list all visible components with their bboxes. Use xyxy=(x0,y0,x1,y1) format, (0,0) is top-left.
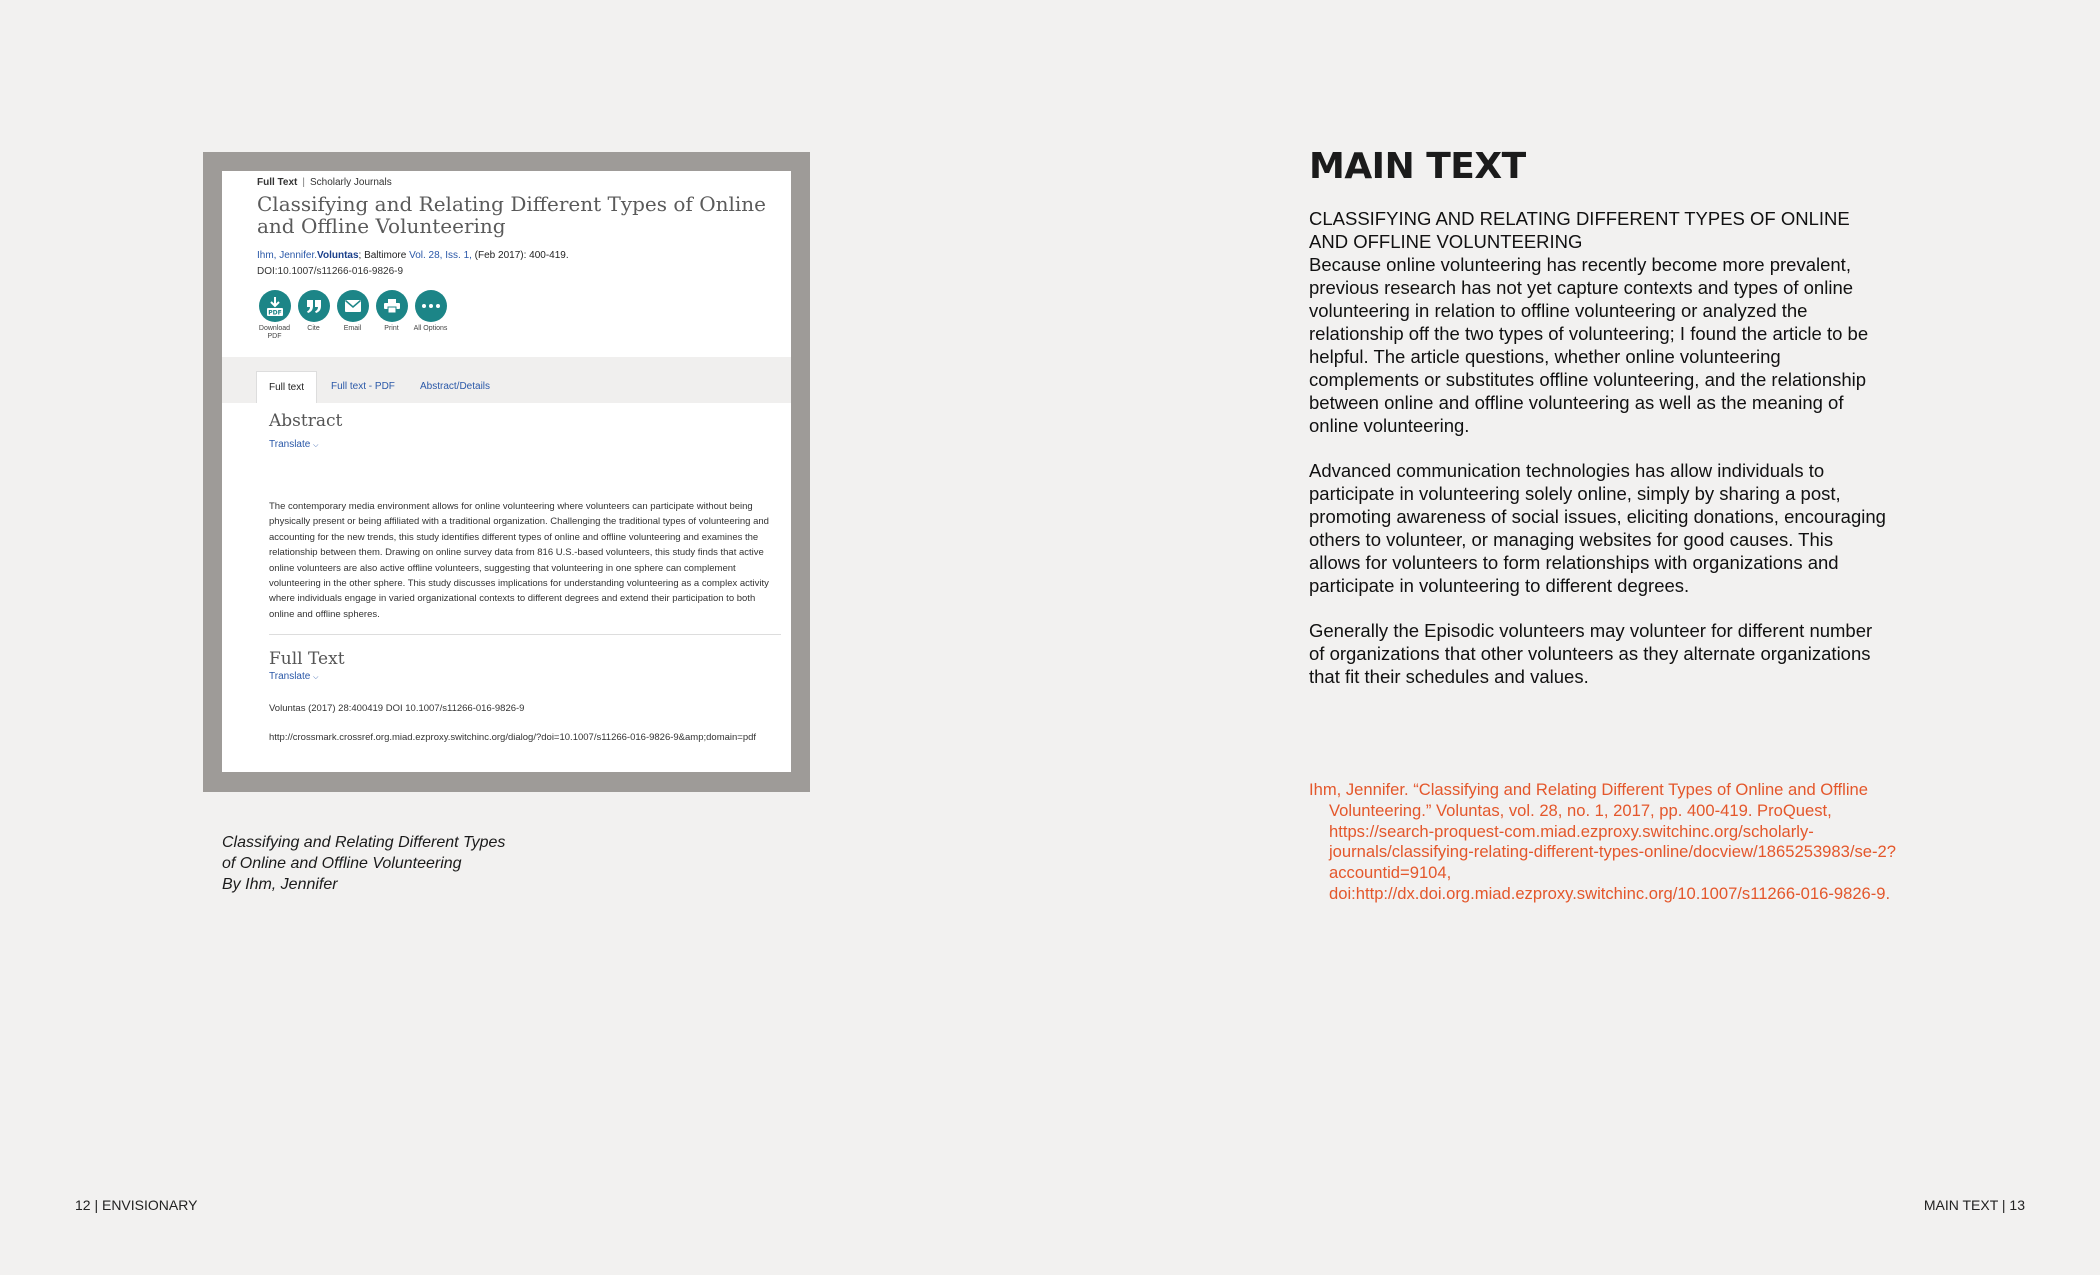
fulltext-crossmark-link[interactable]: http://crossmark.crossref.org.miad.ezproxy.switchinc.org/dialog/?doi=10.1007/s11266-016-9826-9&amp;domain=pdf xyxy=(269,732,757,743)
citation: Ihm, Jennifer. “Classifying and Relating Different Types of Online and Offline Volunteering.” Voluntas, vol. 28, no. 1, 2017, pp. 400-419. ProQuest, https://search-proquest-com.miad.ezproxy.switchinc.org/scholarly-journals/classifying-relating-different-types-online/docview/1865253983/se-2?accountid=9104, doi:http://dx.doi.org.miad.ezproxy.switchinc.org/10.1007/s11266-016-9826-9. xyxy=(1309,780,1896,903)
all-options-button[interactable] xyxy=(411,290,450,341)
download-pdf-label: Download PDF xyxy=(258,325,291,340)
print-label: Print xyxy=(384,325,399,332)
article-screenshot xyxy=(222,171,791,772)
kicker-full-text: Full Text xyxy=(257,177,298,188)
abstract-text: The contemporary media environment allows for online volunteering where volunteers can participate without being physically present or being affiliated with a traditional organization. Challenging the traditional types of volunteering and accounting for the new trends, this study identifies different types of online and offline volunteering and examines the relationship between them. Drawing on online survey data from 816 U.S.-based volunteers, this study finds that active online volunteers are also active offline volunteers, suggesting that volunteering in one sphere can complement volunteering in the other sphere. This study discusses implications for understanding volunteering as a complex activity where individuals engage in varied organizational contexts to different degrees and extend their participation to both online and offline spheres. xyxy=(269,501,769,620)
fulltext-translate-link[interactable] xyxy=(269,671,318,682)
print-icon xyxy=(376,290,408,322)
page-title: MAIN TEXT xyxy=(1309,146,1526,187)
meta-place: ; Baltimore xyxy=(358,250,410,261)
volume-link[interactable]: Vol. 28, Iss. 1, xyxy=(409,250,472,261)
screenshot-header xyxy=(222,171,791,357)
action-bar xyxy=(255,290,450,341)
pdf-badge-text: PDF xyxy=(267,309,282,317)
figure-caption: Classifying and Relating Different Types of Online and Offline Volunteering By Ihm, Jennifer xyxy=(222,834,506,893)
journal-link[interactable]: Voluntas xyxy=(317,250,359,261)
section-divider xyxy=(269,634,781,635)
paragraph-2: Advanced communication technologies has allow individuals to participate in volunteering solely online, simply by sharing a post, promoting awareness of social issues, eliciting donations, encouraging others to volunteer, or managing websites for good causes. This allows for volunteers to form relationships with organizations and participate in volunteering to different degrees. xyxy=(1309,460,1886,596)
cite-label: Cite xyxy=(307,325,320,332)
figure-frame xyxy=(203,152,810,792)
fulltext-citation-line: Voluntas (2017) 28:400419 DOI 10.1007/s11266-016-9826-9 xyxy=(269,703,525,714)
author-link[interactable]: Ihm, Jennifer. xyxy=(257,250,318,261)
footer-left: 12 | ENVISIONARY xyxy=(75,1197,198,1213)
abstract-translate-link[interactable] xyxy=(269,439,318,450)
screenshot-doi: DOI:10.1007/s11266-016-9826-9 xyxy=(257,266,404,277)
footer-right: MAIN TEXT | 13 xyxy=(1923,1197,2025,1213)
screenshot-kicker xyxy=(257,177,392,188)
meta-date: (Feb 2017): 400-419. xyxy=(471,250,569,261)
tab-abstract-details[interactable]: Abstract/Details xyxy=(420,381,491,392)
download-pdf-icon xyxy=(259,290,291,322)
screenshot-body xyxy=(222,403,791,772)
kicker-scholarly-journals: Scholarly Journals xyxy=(309,177,392,188)
more-icon xyxy=(415,290,447,322)
chevron-down-icon: ⌵ xyxy=(313,674,319,681)
abstract-heading: Abstract xyxy=(269,411,343,431)
email-button[interactable] xyxy=(333,290,372,341)
screenshot-meta xyxy=(257,250,569,261)
kicker-separator: | xyxy=(302,177,305,188)
tab-full-text[interactable]: Full text xyxy=(256,371,317,404)
screenshot-tabs xyxy=(222,357,791,403)
paragraph-3: Generally the Episodic volunteers may volunteer for different number of organizations that other volunteers as they alternate organizations that fit their schedules and values. xyxy=(1309,620,1873,687)
email-label: Email xyxy=(343,325,362,332)
abstract-translate-label: Translate xyxy=(269,439,311,450)
fulltext-translate-label: Translate xyxy=(269,671,311,682)
fulltext-heading: Full Text xyxy=(269,649,345,669)
all-options-label: All Options xyxy=(413,325,448,332)
download-pdf-button[interactable] xyxy=(255,290,294,341)
paragraph-1: Because online volunteering has recently become more prevalent, previous research has not yet capture contexts and types of online volunteering in relation to offline volunteering or analyzed the relationship off the two types of volunteering; I found the article to be helpful. The article questions, whether online volunteering complements or substitutes offline volunteering, and the relationship between online and offline volunteering as well as the meaning of online volunteering. xyxy=(1309,254,1869,436)
quote-icon xyxy=(298,290,330,322)
print-button[interactable] xyxy=(372,290,411,341)
screenshot-article-title: Classifying and Relating Different Types of Online and Offline Volunteering xyxy=(257,192,766,238)
chevron-down-icon: ⌵ xyxy=(313,442,319,449)
tab-full-text-pdf[interactable]: Full text - PDF xyxy=(331,381,395,392)
email-icon xyxy=(337,290,369,322)
cite-button[interactable] xyxy=(294,290,333,341)
article-title: CLASSIFYING AND RELATING DIFFERENT TYPES OF ONLINE AND OFFLINE VOLUNTEERING xyxy=(1309,208,1850,252)
